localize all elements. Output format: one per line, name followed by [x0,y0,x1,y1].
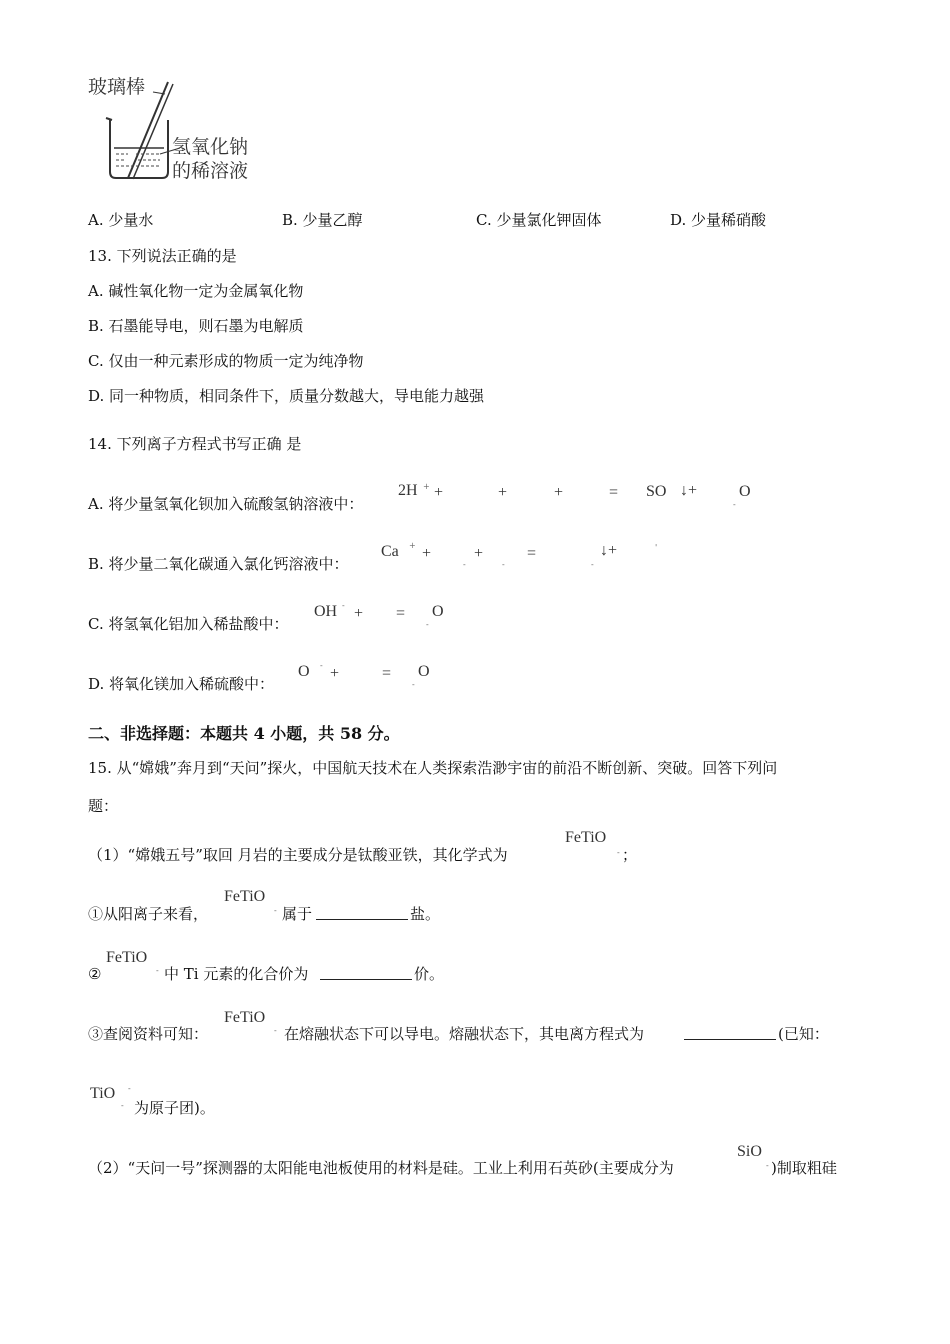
q15-item3-tio-formula: TiO [90,1085,116,1102]
solution-label-line2: 的稀溶液 [172,160,249,182]
beaker-figure [88,70,268,185]
q15-item3-formula: FeTiO [224,1009,266,1026]
q13-stem: 13. 下列说法正确的是 [88,247,237,265]
q15-stem-line1: 15. 从“嫦娥”奔月到“天问”探火，中国航天技术在人类探索浩渺宇宙的前沿不断创新、突破。回答下列问 [88,759,778,777]
q14-stem: 14. 下列离子方程式书写正确 是 [88,435,302,453]
q15-item1-formula: FeTiO [224,888,266,905]
q15-item3: ③查阅资料可知： [88,1025,209,1043]
q15-item1-blank[interactable] [316,905,408,920]
q15-part1-formula: FeTiO [565,829,607,846]
q15-item3-blank[interactable] [684,1025,776,1040]
q15-item2: ② [88,965,102,983]
q15-item2-formula: FeTiO [106,949,148,966]
q13-option-d: D. 同一种物质，相同条件下，质量分数越大，导电能力越强 [88,387,485,405]
q15-item1: ①从阳离子来看， [88,905,209,923]
q12-option-c: C. 少量氯化钾固体 [476,211,602,229]
q14-option-a: A. 将少量氢氧化钡加入硫酸氢钠溶液中： [88,495,364,513]
q15-part1: （1）“嫦娥五号”取回 月岩的主要成分是钛酸亚铁，其化学式为 [88,846,508,864]
q13-option-a: A. 碱性氧化物一定为金属氧化物 [88,282,304,300]
q13-option-c: C. 仅由一种元素形成的物质一定为纯净物 [88,352,364,370]
q14-option-c: C. 将氢氧化铝加入稀盐酸中： [88,615,289,633]
q12-option-a: A. 少量水 [88,211,154,229]
glass-rod-label: 玻璃棒 [88,76,146,98]
q12-option-b: B. 少量乙醇 [282,211,363,229]
q13-option-b: B. 石墨能导电，则石墨为电解质 [88,317,304,335]
q14-option-d: D. 将氧化镁加入稀硫酸中： [88,675,275,693]
q12-option-d: D. 少量稀硝酸 [670,211,767,229]
section-2-heading: 二、非选择题：本题共 4 小题，共 58 分。 [88,724,400,743]
q15-part2: （2）“天问一号”探测器的太阳能电池板使用的材料是硅。工业上利用石英砂(主要成分为 [88,1159,674,1177]
q15-part2-formula: SiO [737,1143,762,1160]
q15-item2-blank[interactable] [320,965,412,980]
solution-label-line1: 氢氧化钠 [172,136,249,158]
q14-option-b: B. 将少量二氧化碳通入氯化钙溶液中： [88,555,349,573]
q15-stem-line2: 题： [88,797,119,815]
